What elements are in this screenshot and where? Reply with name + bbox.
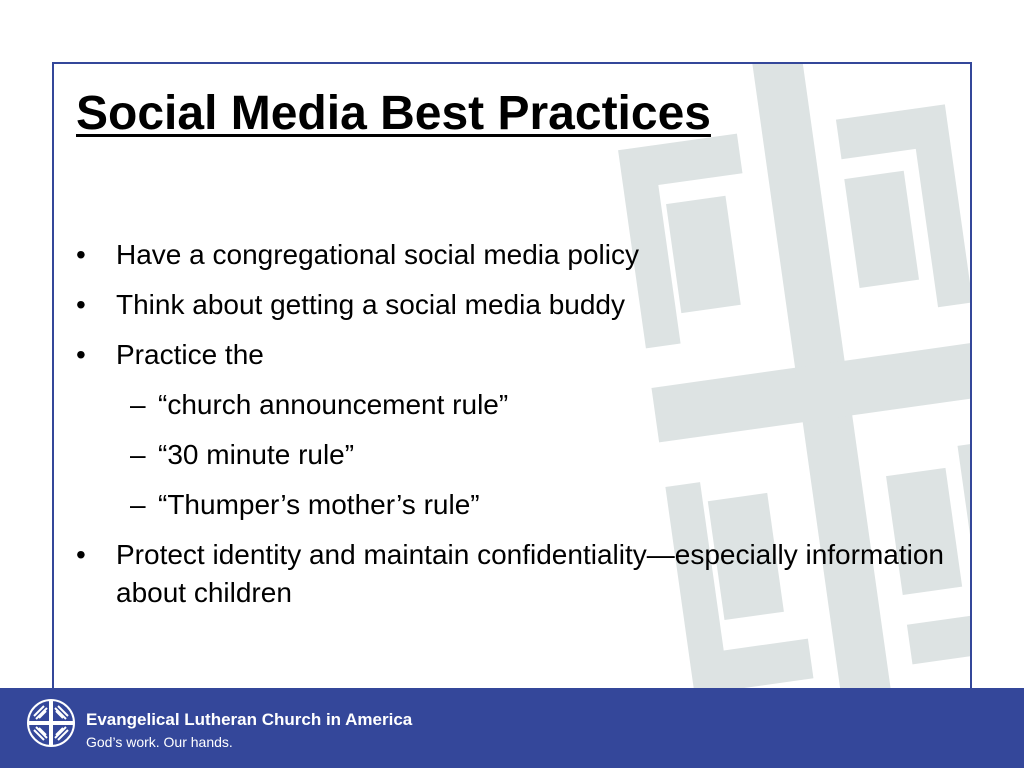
- bullet-marker: •: [76, 339, 86, 370]
- sub-bullet-item: [74, 486, 954, 524]
- footer-band: [0, 688, 1024, 768]
- sub-bullet-marker: –: [130, 389, 146, 420]
- cross-emblem-icon: [26, 698, 76, 748]
- slide-frame: [52, 62, 972, 702]
- bullet-list: [74, 236, 954, 624]
- slide-title: Social Media Best Practices: [76, 87, 711, 140]
- sub-bullet-marker: –: [130, 489, 146, 520]
- sub-bullet-item: [74, 436, 954, 474]
- sub-bullet-item: [74, 386, 954, 424]
- sub-bullet-marker: –: [130, 439, 146, 470]
- org-tagline: God’s work. Our hands.: [86, 734, 233, 750]
- sub-bullet-text: “30 minute rule”: [158, 439, 355, 470]
- sub-bullet-text: “Thumper’s mother’s rule”: [158, 489, 480, 520]
- bullet-item: [74, 236, 954, 274]
- org-name: Evangelical Lutheran Church in America: [86, 710, 413, 729]
- bullet-text: Protect identity and maintain confidentiality—especially information about children: [116, 539, 944, 608]
- bullet-marker: •: [76, 539, 86, 570]
- bullet-text: Have a congregational social media policy: [116, 239, 639, 270]
- bullet-marker: •: [76, 289, 86, 320]
- bullet-text: Practice the: [116, 339, 264, 370]
- bullet-marker: •: [76, 239, 86, 270]
- bullet-item: [74, 536, 954, 612]
- bullet-item: [74, 286, 954, 324]
- sub-bullet-text: “church announcement rule”: [158, 389, 509, 420]
- bullet-text: Think about getting a social media buddy: [116, 289, 625, 320]
- bullet-item: [74, 336, 954, 374]
